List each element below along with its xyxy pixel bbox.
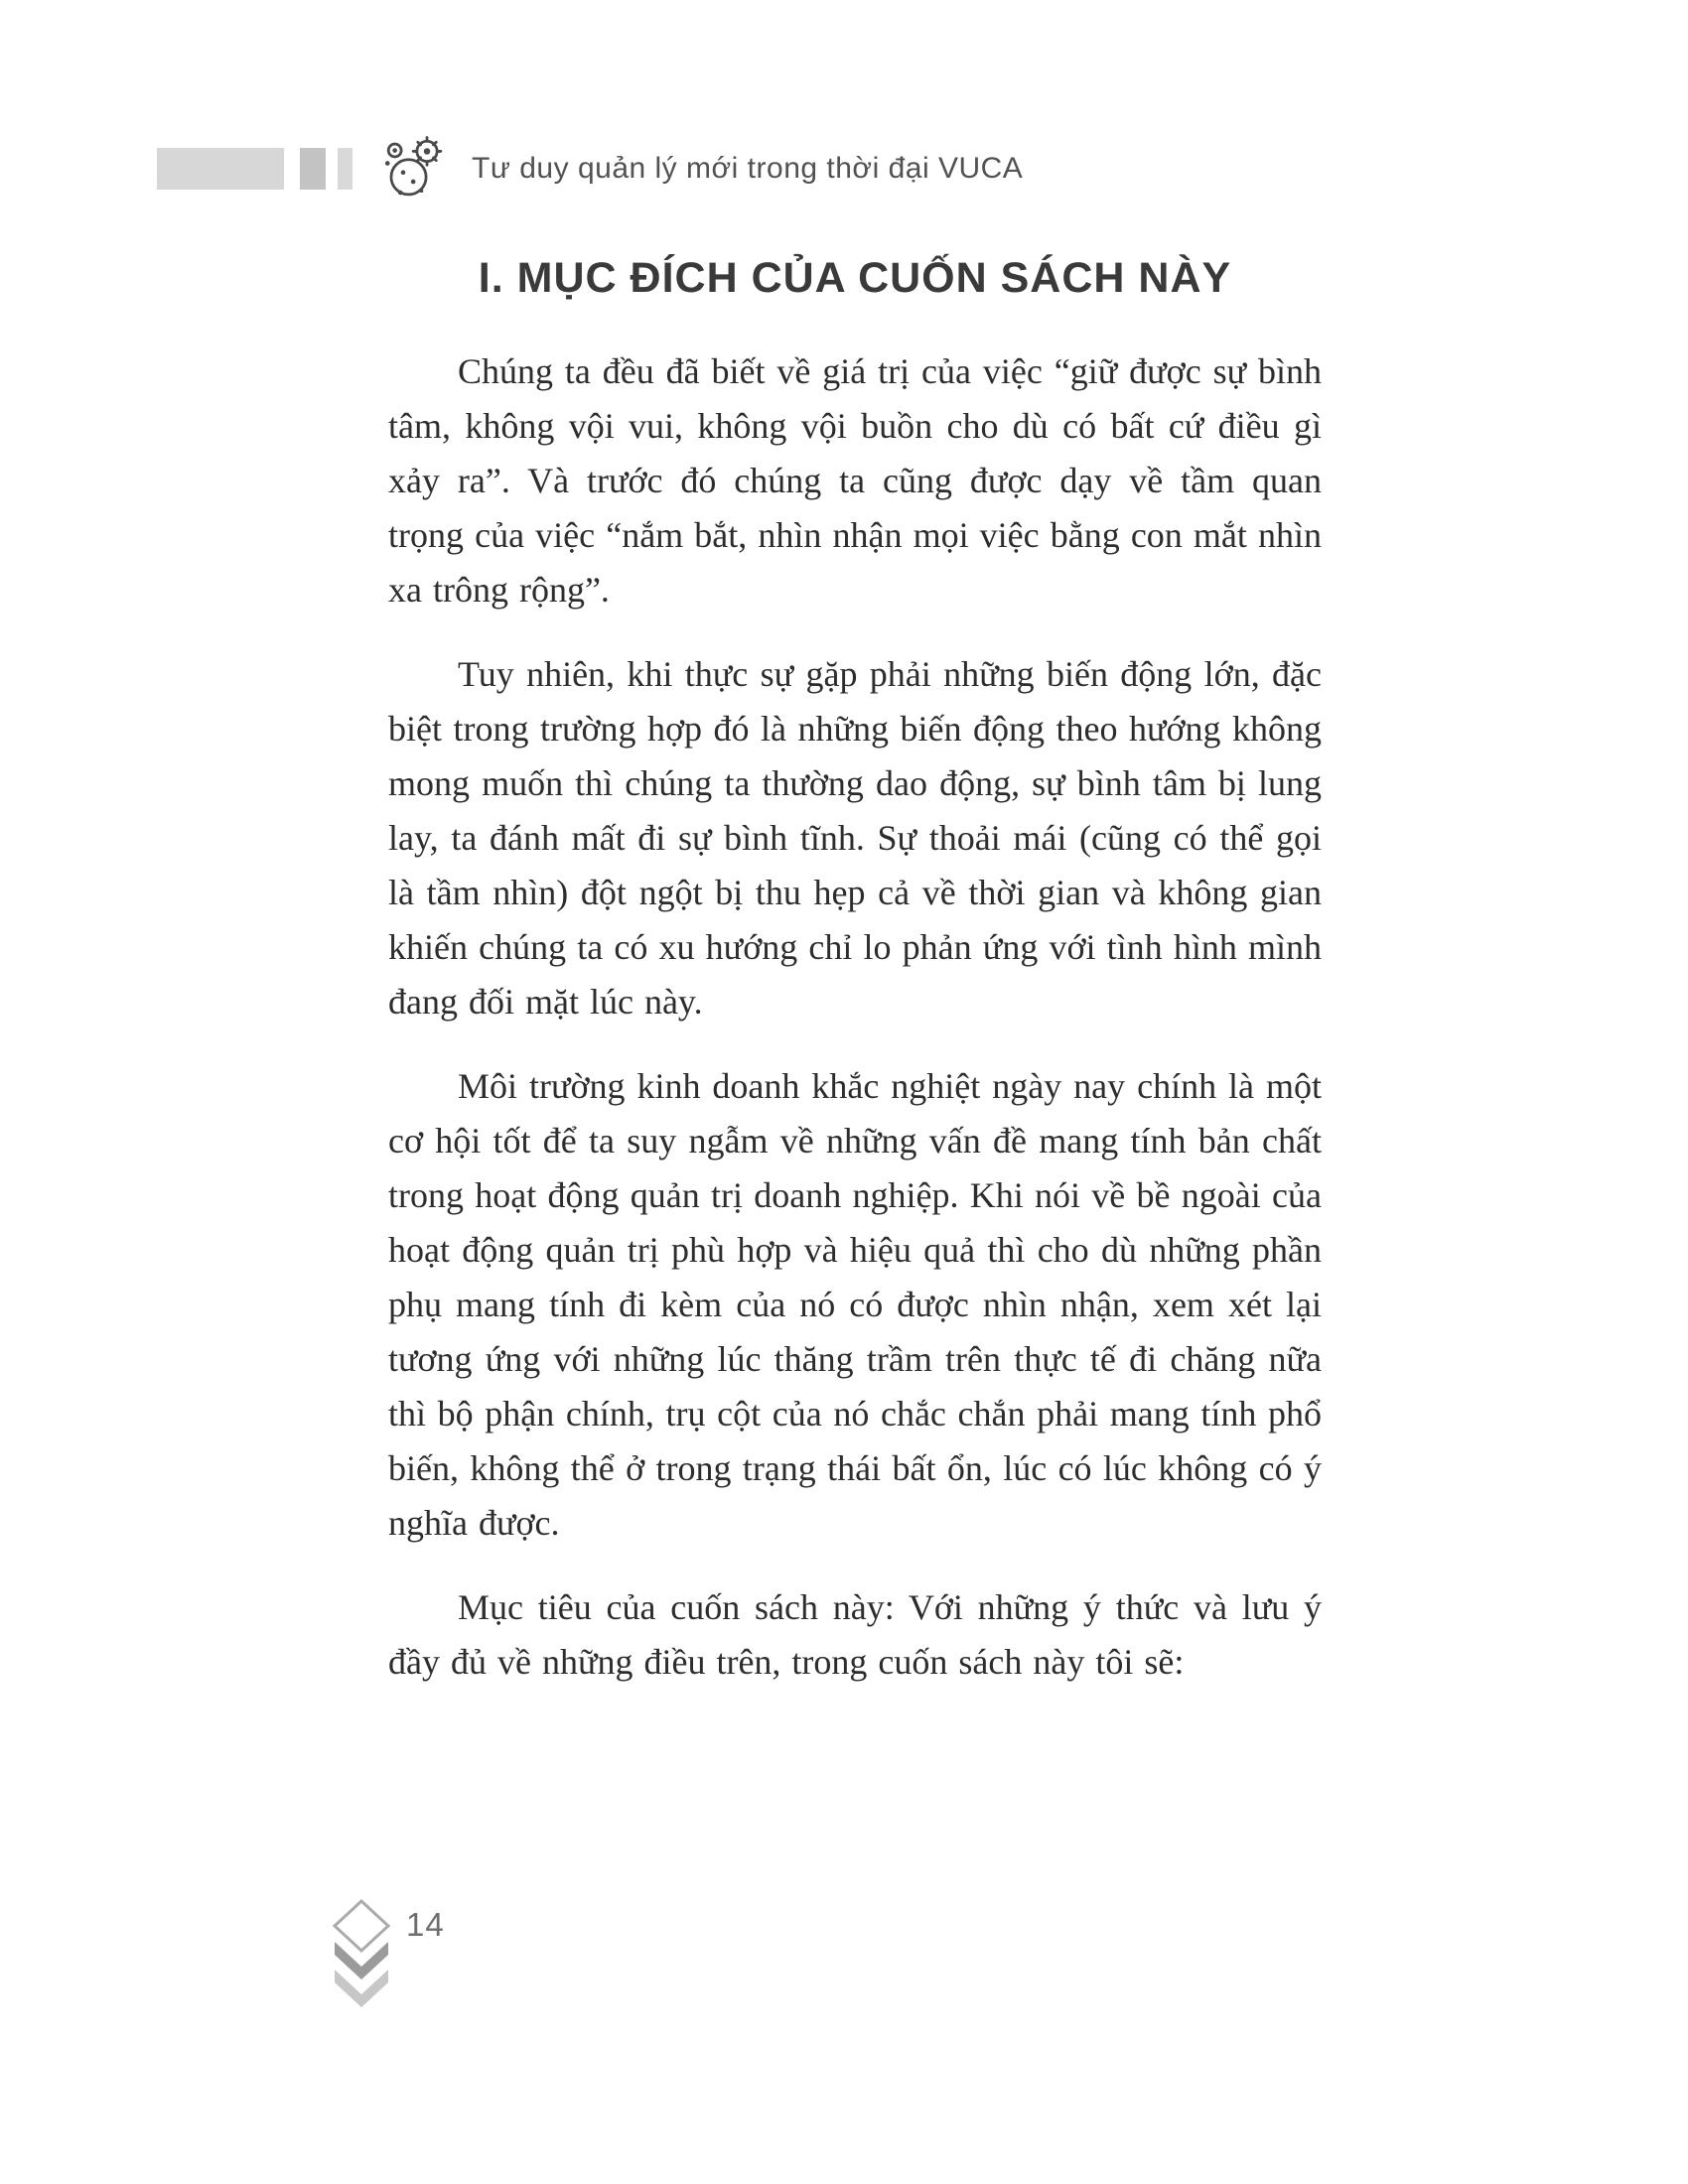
paragraph: Tuy nhiên, khi thực sự gặp phải những biến động lớn, đặc biệt trong trường hợp đó là những biến động theo hướng không mong muốn thì chúng ta thường dao động, sự bình tâm bị lung lay, ta đánh mất đi sự bình tĩnh. Sự thoải mái (cũng có thể gọi là tầm nhìn) đột ngột bị thu hẹp cả về thời gian và không gian khiến chúng ta có xu hướng chỉ lo phản ứng với tình hình mình đang đối mặt lúc này. <box>388 654 1322 1022</box>
paragraph: Môi trường kinh doanh khắc nghiệt ngày nay chính là một cơ hội tốt để ta suy ngẫm về những vấn đề mang tính bản chất trong hoạt động quản trị doanh nghiệp. Khi nói về bề ngoài của hoạt động quản trị phù hợp và hiệu quả thì cho dù những phần phụ mang tính đi kèm của nó có được nhìn nhận, xem xét lại tương ứng với những lúc thăng trầm trên thực tế đi chăng nữa thì bộ phận chính, trụ cột của nó chắc chắn phải mang tính phổ biến, không thể ở trong trạng thái bất ổn, lúc có lúc không có ý nghĩa được. <box>388 1066 1322 1543</box>
header-bar-decoration-medium <box>300 148 326 190</box>
page-content <box>388 254 1322 1719</box>
diamond-stack-icon <box>331 1898 392 2009</box>
header-bar-decoration-small <box>338 148 352 190</box>
page-footer <box>331 1898 445 2009</box>
section-heading: I. MỤC ĐÍCH CỦA CUỐN SÁCH NÀY <box>478 254 1232 302</box>
paragraph: Chúng ta đều đã biết về giá trị của việc “giữ được sự bình tâm, không vội vui, không vội buồn cho dù có bất cứ điều gì xảy ra”. Và trước đó chúng ta cũng được dạy về tầm quan trọng của việc “nắm bắt, nhìn nhận mọi việc bằng con mắt nhìn xa trông rộng”. <box>388 351 1322 610</box>
paragraph: Mục tiêu của cuốn sách này: Với những ý thức và lưu ý đầy đủ về những điều trên, trong cuốn sách này tôi sẽ: <box>388 1587 1322 1682</box>
page-number: 14 <box>406 1906 445 1943</box>
header-bar-decoration-wide <box>157 148 284 190</box>
running-head-title: Tư duy quản lý mới trong thời đại VUCA <box>472 152 1024 185</box>
page-header <box>157 137 1023 201</box>
gears-head-icon <box>378 132 452 205</box>
